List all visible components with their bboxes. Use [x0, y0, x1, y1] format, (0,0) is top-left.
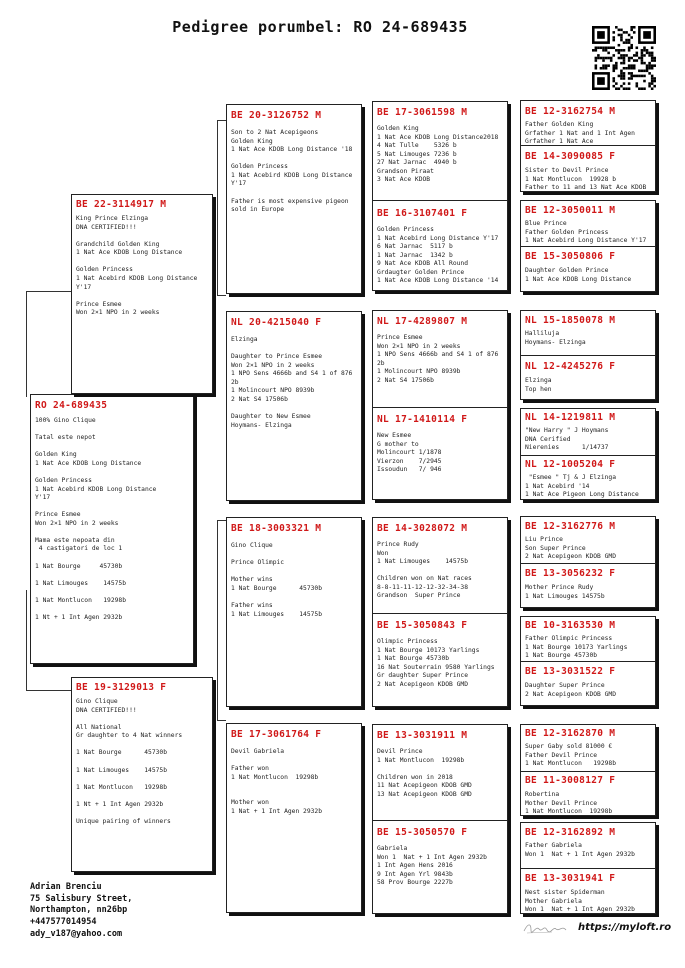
ring-number: RO 24-689435: [35, 400, 108, 411]
ring-number: NL 12-4245276 F: [525, 361, 616, 372]
pigeon-notes: Son to 2 Nat Acepigeons Golden King 1 Nat Ace KDOB Long Distance '18 Golden Princess 1 Nat Acebird KDOB Long Distance Y'17 Father is most expensive pigeon sold in Europe: [231, 129, 353, 214]
ring-number: BE 13-3056232 F: [525, 568, 616, 579]
great-grandparent-pair-3: [372, 517, 508, 707]
pigeon-notes: Halliluja Hoymans- Elzinga: [525, 330, 586, 346]
pigeon-entry: [521, 617, 655, 660]
grandparent-card-1: [226, 104, 362, 294]
ring-number: BE 17-3061764 F: [231, 729, 322, 740]
pigeon-notes: Gino Clique Prince Olimpic Mother wins 1 Nat Bourge 45730b Father wins 1 Nat Limouges 14575b: [231, 542, 322, 618]
ring-number: BE 18-3003321 M: [231, 523, 322, 534]
ring-number: BE 13-3031941 F: [525, 873, 616, 884]
pigeon-notes: Mother Prince Rudy 1 Nat Limouges 14575b: [525, 584, 605, 600]
pigeon-notes: Golden King 1 Nat Ace KDOB Long Distance2018 4 Nat Tulle 5326 b 5 Nat Limouges 7236 b 27 Nat Jarnac 4940 b Grandson Piraat 3 Nat Ace KDOB: [377, 125, 499, 184]
pigeon-notes: Father Gabriela Won 1 Nat + 1 Int Agen 2932b: [525, 842, 635, 858]
signature-icon: [522, 921, 568, 935]
pigeon-entry: [521, 563, 655, 607]
pigeon-notes: Elzinga Daughter to Prince Esmee Won 2×1 NPO in 2 weeks 1 NPO Sens 4666b and S4 1 of 876 2b 1 Molincourt NPO 8939b 2 Nat S4 17506b Daughter to New Esmee Hoymans- Elzinga: [231, 336, 353, 429]
pigeon-entry: [373, 200, 507, 290]
gg-grandparent-pair-6: [520, 616, 656, 706]
pigeon-entry: [521, 517, 655, 562]
pigeon-notes: Gino Clique DNA CERTIFIED!!! All National Gr daughter to 4 Nat winners 1 Nat Bourge 45730b 1 Nat Limouges 14575b 1 Nat Montlucon 19298b 1 Nt + 1 Int Agen 2932b Unique pairing of winners: [76, 698, 183, 825]
ring-number: BE 17-3061598 M: [377, 107, 468, 118]
pigeon-entry: [521, 661, 655, 705]
gg-grandparent-pair-2: [520, 200, 656, 292]
pigeon-notes: 100% Gino Clique Tatal este nepot Golden King 1 Nat Ace KDOB Long Distance Golden Princess 1 Nat Acebird KDOB Long Distance Y'17 Prince Esmee Won 2×1 NPO in 2 weeks Mama este nepoata din 4 castigatori de loc 1 1 Nat Bourge 45730b 1 Nat Limouges 14575b 1 Nat Montlucon 19298b 1 Nt + 1 Int Agen 2932b: [35, 417, 157, 621]
pigeon-entry: [521, 868, 655, 913]
parent-card-dam: [71, 677, 213, 872]
ring-number: NL 20-4215040 F: [231, 317, 322, 328]
pigeon-notes: Nest sister Spiderman Mother Gabriela Won 1 Nat + 1 Int Agen 2932b: [525, 889, 635, 914]
pigeon-notes: Liu Prince Son Super Prince 2 Nat Acepigeon KDOB GMD: [525, 536, 616, 561]
ring-number: BE 16-3107401 F: [377, 208, 468, 219]
subject-pigeon-card: [30, 394, 194, 664]
ring-number: BE 12-3050011 M: [525, 205, 616, 216]
pigeon-entry: [521, 355, 655, 399]
page-title: Pedigree porumbel: RO 24-689435: [172, 18, 468, 36]
pigeon-entry: [521, 101, 655, 144]
pigeon-entry: [373, 725, 507, 820]
ring-number: BE 15-3050843 F: [377, 620, 468, 631]
gg-grandparent-pair-1: [520, 100, 656, 192]
ring-number: BE 14-3028072 M: [377, 523, 468, 534]
gg-grandparent-pair-5: [520, 516, 656, 608]
pigeon-notes: "New Harry " J Hoymans DNA Cerified Nierenies 1/14737: [525, 427, 609, 452]
ring-number: NL 17-1410114 F: [377, 414, 468, 425]
ring-number: BE 12-3162892 M: [525, 827, 616, 838]
pigeon-notes: Blue Prince Father Golden Princess 1 Nat Acebird Long Distance Y'17: [525, 220, 647, 245]
pigeon-notes: Olimpic Princess 1 Nat Bourge 10173 Yarlings 1 Nat Bourge 45730b 16 Nat Souterrain 9580 Yarlings Gr daughter Super Prince 2 Nat Acepigeon KDOB GMD: [377, 638, 495, 688]
pigeon-notes: Daughter Golden Prince 1 Nat Ace KDOB Long Distance: [525, 267, 632, 283]
pigeon-notes: Prince Rudy Won 1 Nat Limouges 14575b Children won on Nat races 8-8-11-11-12-12-32-34-38 Grandson Super Prince: [377, 541, 472, 600]
ring-number: BE 13-3031522 F: [525, 666, 616, 677]
pigeon-notes: Prince Esmee Won 2×1 NPO in 2 weeks 1 NPO Sens 4666b and S4 1 of 876 2b 1 Molincourt NPO 8939b 2 Nat S4 17506b: [377, 334, 499, 384]
ring-number: NL 12-1005204 F: [525, 459, 616, 470]
ring-number: BE 12-3162776 M: [525, 521, 616, 532]
ring-number: BE 10-3163530 M: [525, 620, 616, 631]
pigeon-entry: [373, 407, 507, 499]
pigeon-entry: [373, 518, 507, 613]
pigeon-notes: Daughter Super Prince 2 Nat Acepigeon KDOB GMD: [525, 682, 616, 698]
pigeon-entry: [373, 613, 507, 706]
pigeon-notes: Devil Prince 1 Nat Montlucon 19298b Children won in 2018 11 Nat Acepigeon KDOB GMD 13 Nat Acepigeon KDOB GMD: [377, 748, 472, 798]
pigeon-entry: [521, 246, 655, 291]
pigeon-entry: [521, 771, 655, 815]
ring-number: BE 15-3050806 F: [525, 251, 616, 262]
gg-grandparent-pair-4: [520, 408, 656, 500]
pigeon-entry: [373, 102, 507, 197]
pigeon-notes: Sister to Devil Prince 1 Nat Montlucon 19928 b Father to 11 and 13 Nat Ace KDOB: [525, 167, 647, 192]
pigeon-entry: [373, 820, 507, 913]
ring-number: BE 12-3162870 M: [525, 728, 616, 739]
pigeon-notes: Father Olimpic Princess 1 Nat Bourge 10173 Yarlings 1 Nat Bourge 45730b: [525, 635, 628, 660]
pigeon-notes: New Esmee G mother to Molincourt 1/1878 Vierzon 7/2945 Issoudun 7/ 946: [377, 432, 442, 474]
pigeon-entry: [521, 725, 655, 770]
pigeon-entry: [521, 823, 655, 867]
ring-number: BE 20-3126752 M: [231, 110, 322, 121]
pigeon-notes: Robertina Mother Devil Prince 1 Nat Montlucon 19298b: [525, 791, 613, 816]
ring-number: BE 12-3162754 M: [525, 106, 616, 117]
pigeon-entry: [521, 455, 655, 499]
ring-number: BE 13-3031911 M: [377, 730, 468, 741]
gg-grandparent-pair-8: [520, 822, 656, 914]
pigeon-entry: [521, 145, 655, 191]
ring-number: NL 14-1219811 M: [525, 412, 616, 423]
parent-card-sire: [71, 194, 213, 394]
pigeon-entry: [521, 311, 655, 354]
website-link[interactable]: https://myloft.ro: [578, 922, 672, 933]
grandparent-card-2: [226, 311, 362, 501]
pigeon-notes: Gabriela Won 1 Nat + 1 Int Agen 2932b 1 Int Agen Hens 2016 9 Int Agen Yrl 9843b 58 Prov Bourge 2227b: [377, 845, 487, 887]
pigeon-notes: Super Gaby sold 81000 € Father Devil Prince 1 Nat Montlucon 19298b: [525, 743, 616, 768]
gg-grandparent-pair-7: [520, 724, 656, 816]
pigeon-entry: [521, 409, 655, 454]
pigeon-entry: [521, 201, 655, 245]
great-grandparent-pair-1: [372, 101, 508, 291]
pigeon-entry: [373, 311, 507, 406]
pigeon-notes: "Esmee " Tj & J Elzinga 1 Nat Acebird '14 1 Nat Ace Pigeon Long Distance: [525, 474, 639, 499]
pigeon-notes: Elzinga Top hen: [525, 377, 552, 393]
ring-number: NL 17-4289807 M: [377, 316, 468, 327]
owner-contact: Adrian Brenciu 75 Salisbury Street, Northampton, nn26bp +447577014954 ady_v187@yahoo.com: [30, 882, 133, 939]
pigeon-notes: King Prince Elzinga DNA CERTIFIED!!! Grandchild Golden King 1 Nat Ace KDOB Long Distance Golden Princess 1 Nat Acebird KDOB Long Distance Y'17 Prince Esmee Won 2×1 NPO in 2 weeks: [76, 215, 198, 317]
qr-code-icon: [592, 26, 656, 90]
ring-number: NL 15-1850078 M: [525, 315, 616, 326]
gg-grandparent-pair-3: [520, 310, 656, 400]
ring-number: BE 19-3129013 F: [76, 682, 167, 693]
grandparent-card-3: [226, 517, 362, 707]
ring-number: BE 14-3090085 F: [525, 151, 616, 162]
great-grandparent-pair-2: [372, 310, 508, 500]
pigeon-notes: Golden Princess 1 Nat Acebird Long Distance Y'17 6 Nat Jarnac 5117 b 1 Nat Jarnac 1342 b 9 Nat Ace KDOB All Round Grdaugter Golden Prince 1 Nat Ace KDOB Long Distance '14: [377, 226, 499, 285]
ring-number: BE 11-3008127 F: [525, 775, 616, 786]
grandparent-card-4: [226, 723, 362, 913]
ring-number: BE 22-3114917 M: [76, 199, 167, 210]
pigeon-notes: Devil Gabriela Father won 1 Nat Montlucon 19298b Mother won 1 Nat + 1 Int Agen 2932b: [231, 748, 322, 815]
pigeon-notes: Father Golden King Grfather 1 Nat and 1 Int Agen Grfather 1 Nat Ace: [525, 121, 635, 146]
great-grandparent-pair-4: [372, 724, 508, 914]
ring-number: BE 15-3050570 F: [377, 827, 468, 838]
